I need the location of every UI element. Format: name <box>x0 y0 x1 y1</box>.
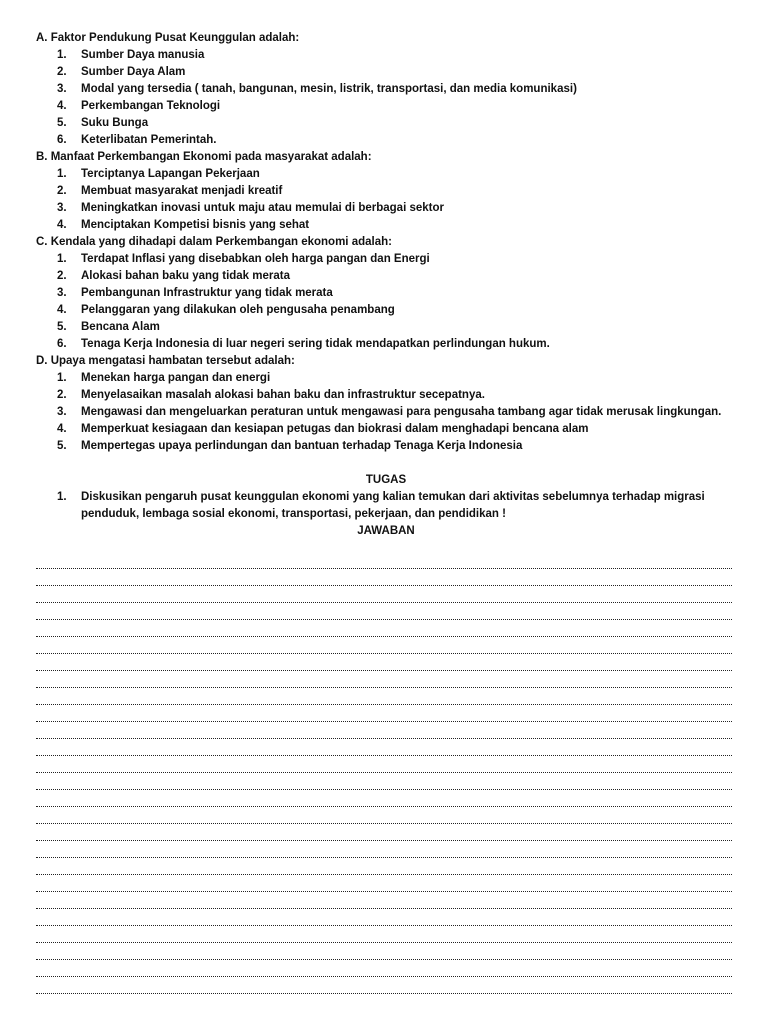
answer-line[interactable] <box>36 722 732 739</box>
list-item-text: Menyelasaikan masalah alokasi bahan baku dan infrastruktur secepatnya. <box>81 389 485 401</box>
answer-line[interactable] <box>36 858 732 875</box>
list-item-number: 3. <box>57 83 67 95</box>
answer-line[interactable] <box>36 620 732 637</box>
answer-line[interactable] <box>36 586 732 603</box>
list-item-text: Mengawasi dan mengeluarkan peraturan untuk mengawasi para pengusaha tambang agar tidak merusak lingkungan. <box>81 406 722 418</box>
answer-line[interactable] <box>36 739 732 756</box>
answer-line[interactable] <box>36 773 732 790</box>
tugas-title: TUGAS <box>365 474 407 486</box>
list-item-number: 1. <box>57 49 67 61</box>
jawaban-title: JAWABAN <box>357 525 415 537</box>
list-item <box>36 132 736 149</box>
answer-line[interactable] <box>36 875 732 892</box>
list-item-text: Modal yang tersedia ( tanah, bangunan, mesin, listrik, transportasi, dan media komunikasi) <box>81 83 577 95</box>
answer-line[interactable] <box>36 977 732 994</box>
list-item-text: Pelanggaran yang dilakukan oleh pengusaha penambang <box>81 304 395 316</box>
answer-line[interactable] <box>36 688 732 705</box>
list-item-number: 2. <box>57 389 67 401</box>
answer-line[interactable] <box>36 637 732 654</box>
list-item-number: 3. <box>57 406 67 418</box>
list-item <box>36 115 736 132</box>
section-heading: A. Faktor Pendukung Pusat Keunggulan adalah: <box>36 32 300 44</box>
list-item-number: 5. <box>57 117 67 129</box>
list-item-number: 1. <box>57 168 67 180</box>
list-item-number: 2. <box>57 66 67 78</box>
section-heading: C. Kendala yang dihadapi dalam Perkembangan ekonomi adalah: <box>36 236 392 248</box>
list-item <box>36 302 736 319</box>
list-item <box>36 98 736 115</box>
list-item <box>36 336 736 353</box>
list-item-number: 4. <box>57 100 67 112</box>
list-item-text: Memperkuat kesiagaan dan kesiapan petugas dan biokrasi dalam menghadapi bencana alam <box>81 423 589 435</box>
list-item-text: Pembangunan Infrastruktur yang tidak merata <box>81 287 333 299</box>
answer-line[interactable] <box>36 960 732 977</box>
answer-lines <box>36 552 732 994</box>
section-list <box>36 47 736 149</box>
tugas-item-number: 1. <box>57 491 67 503</box>
answer-line[interactable] <box>36 705 732 722</box>
answer-line[interactable] <box>36 943 732 960</box>
section <box>36 353 736 455</box>
list-item <box>36 81 736 98</box>
list-item <box>36 404 736 421</box>
list-item-text: Perkembangan Teknologi <box>81 100 221 112</box>
tugas-item-text: Diskusikan pengaruh pusat keunggulan ekonomi yang kalian temukan dari aktivitas sebelumnya terhadap migrasi penduduk, lembaga sosial ekonomi, transportasi, pekerjaan, dan pendidikan ! <box>81 491 705 520</box>
list-item <box>36 387 736 404</box>
answer-line[interactable] <box>36 892 732 909</box>
list-item-text: Keterlibatan Pemerintah. <box>81 134 217 146</box>
answer-line[interactable] <box>36 807 732 824</box>
list-item-text: Terdapat Inflasi yang disebabkan oleh harga pangan dan Energi <box>81 253 430 265</box>
list-item-number: 5. <box>57 321 67 333</box>
answer-line[interactable] <box>36 790 732 807</box>
list-item <box>36 47 736 64</box>
answer-line[interactable] <box>36 824 732 841</box>
list-item-number: 4. <box>57 304 67 316</box>
list-item-text: Menekan harga pangan dan energi <box>81 372 271 384</box>
list-item <box>36 319 736 336</box>
list-item <box>36 166 736 183</box>
document-content <box>36 30 736 540</box>
list-item-number: 3. <box>57 287 67 299</box>
answer-line[interactable] <box>36 654 732 671</box>
list-item-text: Terciptanya Lapangan Pekerjaan <box>81 168 260 180</box>
list-item <box>36 251 736 268</box>
section-heading: B. Manfaat Perkembangan Ekonomi pada masyarakat adalah: <box>36 151 372 163</box>
list-item-number: 1. <box>57 253 67 265</box>
list-item-text: Meningkatkan inovasi untuk maju atau memulai di berbagai sektor <box>81 202 444 214</box>
tugas-item <box>36 489 736 523</box>
list-item <box>36 285 736 302</box>
list-item <box>36 370 736 387</box>
section-list <box>36 166 736 234</box>
list-item-text: Tenaga Kerja Indonesia di luar negeri sering tidak mendapatkan perlindungan hukum. <box>81 338 550 350</box>
section <box>36 30 736 149</box>
list-item-number: 5. <box>57 440 67 452</box>
list-item-number: 3. <box>57 202 67 214</box>
list-item <box>36 217 736 234</box>
list-item-number: 2. <box>57 185 67 197</box>
answer-line[interactable] <box>36 909 732 926</box>
tugas-list <box>36 489 736 523</box>
section-list <box>36 370 736 455</box>
section <box>36 234 736 353</box>
list-item-number: 6. <box>57 338 67 350</box>
list-item-text: Bencana Alam <box>81 321 160 333</box>
section-heading: D. Upaya mengatasi hambatan tersebut adalah: <box>36 355 295 367</box>
list-item-number: 4. <box>57 219 67 231</box>
list-item-text: Sumber Daya manusia <box>81 49 205 61</box>
answer-line[interactable] <box>36 841 732 858</box>
sections <box>36 30 736 455</box>
section <box>36 149 736 234</box>
answer-line[interactable] <box>36 671 732 688</box>
list-item-text: Mempertegas upaya perlindungan dan bantuan terhadap Tenaga Kerja Indonesia <box>81 440 523 452</box>
list-item-text: Sumber Daya Alam <box>81 66 186 78</box>
list-item <box>36 64 736 81</box>
list-item-text: Menciptakan Kompetisi bisnis yang sehat <box>81 219 310 231</box>
list-item-text: Suku Bunga <box>81 117 149 129</box>
list-item <box>36 268 736 285</box>
answer-line[interactable] <box>36 569 732 586</box>
answer-line[interactable] <box>36 926 732 943</box>
list-item-number: 6. <box>57 134 67 146</box>
list-item <box>36 438 736 455</box>
answer-line[interactable] <box>36 552 732 569</box>
answer-line[interactable] <box>36 603 732 620</box>
list-item <box>36 421 736 438</box>
answer-line[interactable] <box>36 756 732 773</box>
list-item-text: Alokasi bahan baku yang tidak merata <box>81 270 290 282</box>
list-item-number: 4. <box>57 423 67 435</box>
list-item-number: 1. <box>57 372 67 384</box>
list-item <box>36 183 736 200</box>
section-list <box>36 251 736 353</box>
list-item-text: Membuat masyarakat menjadi kreatif <box>81 185 283 197</box>
list-item-number: 2. <box>57 270 67 282</box>
list-item <box>36 200 736 217</box>
